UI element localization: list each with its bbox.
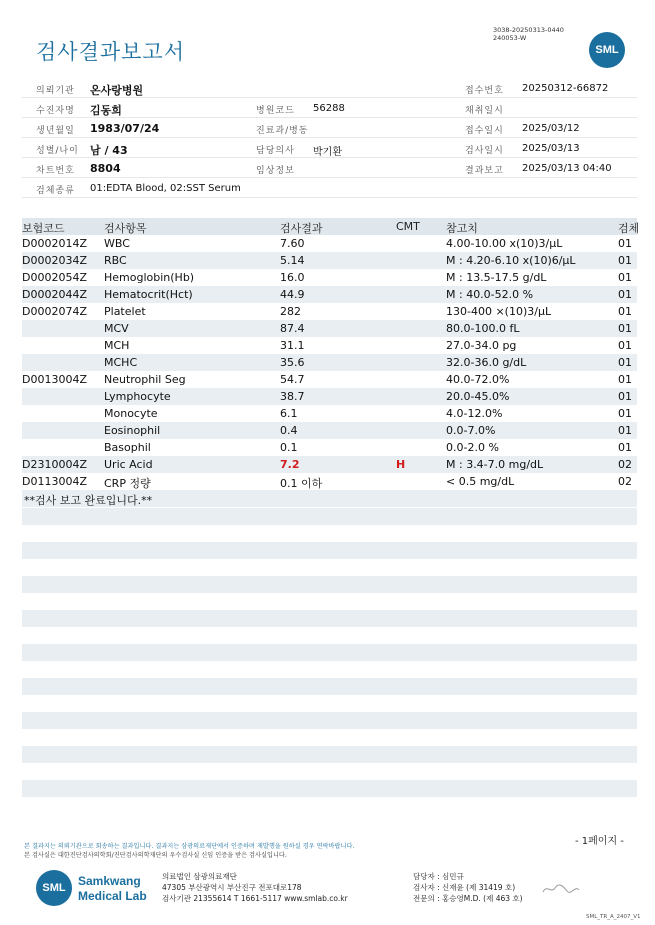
info-value: 01:EDTA Blood, 02:SST Serum (90, 183, 241, 194)
test-result: 282 (280, 305, 301, 318)
info-value: 2025/03/13 04:40 (522, 163, 612, 174)
insurance-code: D0002044Z (22, 288, 87, 301)
footer-brand (78, 874, 147, 904)
result-row (22, 422, 637, 439)
result-row (22, 235, 637, 252)
insurance-code: D0002054Z (22, 271, 87, 284)
results-table (22, 218, 640, 507)
test-result: 0.1 이하 (280, 477, 323, 490)
specimen: 01 (618, 237, 632, 250)
result-row (22, 456, 637, 473)
specimen: 01 (618, 288, 632, 301)
reference-range: 32.0-36.0 g/dL (446, 356, 527, 369)
blank-row (22, 746, 637, 763)
result-row (22, 320, 637, 337)
form-code: SML_TR_A_2407_V1 (586, 914, 641, 920)
disclaimer-2: 본 검사실은 대한진단검사의학회/진단검사의학재단의 우수검사실 신임 인증을 받은 검사실입니다. (24, 852, 287, 859)
test-item: Monocyte (104, 407, 158, 420)
staff-info (413, 871, 523, 904)
info-label: 생년월일 (36, 126, 75, 136)
specimen: 01 (618, 441, 632, 454)
info-label: 임상정보 (256, 166, 295, 176)
info-label: 접수번호 (465, 86, 504, 96)
document-code-line-2: 240053-W (493, 34, 527, 42)
test-item: Neutrophil Seg (104, 373, 186, 386)
specimen: 02 (618, 475, 632, 488)
reference-range: < 0.5 mg/dL (446, 475, 515, 488)
blank-row (22, 678, 637, 695)
signature-mark (541, 882, 581, 896)
test-item: Lymphocyte (104, 390, 171, 403)
result-row (22, 269, 637, 286)
document-code-line-1: 3038-20250313-0440 (493, 26, 564, 34)
info-value: 김동희 (90, 104, 122, 117)
info-value: 20250312-66872 (522, 83, 609, 94)
test-result: 54.7 (280, 373, 305, 386)
info-label: 차트번호 (36, 166, 75, 176)
test-result: 0.1 (280, 441, 298, 454)
completion-row (22, 490, 637, 507)
staff-manager: 담당자 : 심민규 (413, 872, 464, 881)
info-label: 담당의사 (256, 146, 295, 156)
info-row (22, 178, 637, 198)
test-item: Basophil (104, 441, 151, 454)
info-value: 2025/03/12 (522, 123, 580, 134)
test-result: 5.14 (280, 254, 305, 267)
brand-line-2: Medical Lab (78, 889, 147, 903)
test-result: 6.1 (280, 407, 298, 420)
info-value: 8804 (90, 162, 121, 175)
reference-range: 4.00-10.00 x(10)3/μL (446, 237, 563, 250)
insurance-code: D0002034Z (22, 254, 87, 267)
results-body (22, 235, 637, 507)
header-specimen: 검체 (618, 222, 640, 235)
test-result: 7.2 (280, 458, 300, 471)
result-row (22, 303, 637, 320)
disclaimer-1: 본 결과지는 의뢰기관으로 회송하는 결과입니다. 결과지는 삼광의료재단에서 인증하며 재발행을 원하실 경우 연락바랍니다. (24, 843, 355, 850)
test-item: WBC (104, 237, 130, 250)
blank-row (22, 576, 637, 593)
staff-examiner: 검사자 : 신재윤 (제 31419 호) (413, 883, 516, 892)
test-item: MCH (104, 339, 130, 352)
reference-range: 27.0-34.0 pg (446, 339, 517, 352)
sml-logo: SML (589, 32, 625, 68)
test-item: Platelet (104, 305, 146, 318)
result-row (22, 252, 637, 269)
test-item: Uric Acid (104, 458, 153, 471)
info-value: 1983/07/24 (90, 122, 160, 135)
reference-range: M : 4.20-6.10 x(10)6/μL (446, 254, 576, 267)
test-item: Hematocrit(Hct) (104, 288, 193, 301)
header-insurance-code: 보험코드 (22, 222, 65, 235)
test-result: 38.7 (280, 390, 305, 403)
result-row (22, 286, 637, 303)
org-contact: 검사기관 21355614 T 1661-5117 www.smlab.co.kr (162, 894, 348, 903)
staff-specialist: 전문의 : 홍승영M.D. (제 463 호) (413, 894, 523, 903)
test-result: 31.1 (280, 339, 305, 352)
test-result: 35.6 (280, 356, 305, 369)
patient-info-table (22, 78, 637, 198)
header-test-result: 검사결과 (280, 222, 323, 235)
info-value: 남 / 43 (90, 144, 128, 157)
info-row (22, 158, 637, 178)
specimen: 01 (618, 271, 632, 284)
insurance-code: D0013004Z (22, 373, 87, 386)
header-test-item: 검사항목 (104, 222, 147, 235)
specimen: 01 (618, 424, 632, 437)
info-row (22, 138, 637, 158)
info-row (22, 98, 637, 118)
test-item: Eosinophil (104, 424, 161, 437)
info-value: 56288 (313, 103, 345, 114)
page-number: - 1페이지 - (575, 836, 624, 847)
organization-info (162, 871, 348, 904)
info-value: 2025/03/13 (522, 143, 580, 154)
blank-row (22, 712, 637, 729)
blank-row (22, 644, 637, 661)
specimen: 01 (618, 305, 632, 318)
result-row (22, 354, 637, 371)
completion-note: **검사 보고 완료입니다.** (24, 494, 153, 507)
reference-range: M : 3.4-7.0 mg/dL (446, 458, 544, 471)
info-value: 온사랑병원 (90, 84, 144, 97)
info-label: 접수일시 (465, 126, 504, 136)
info-label: 채취일시 (465, 106, 504, 116)
blank-rows (22, 508, 637, 814)
test-item: MCHC (104, 356, 138, 369)
result-row (22, 337, 637, 354)
test-item: RBC (104, 254, 127, 267)
reference-range: 80.0-100.0 fL (446, 322, 520, 335)
specimen: 01 (618, 407, 632, 420)
reference-range: 40.0-72.0% (446, 373, 510, 386)
info-label: 성별/나이 (36, 146, 79, 156)
info-label: 진료과/병동 (256, 126, 309, 136)
test-item: CRP 정량 (104, 477, 151, 490)
info-label: 수진자명 (36, 106, 75, 116)
specimen: 01 (618, 390, 632, 403)
info-label: 검사일시 (465, 146, 504, 156)
reference-range: 0.0-2.0 % (446, 441, 499, 454)
reference-range: 20.0-45.0% (446, 390, 510, 403)
test-result: 16.0 (280, 271, 305, 284)
org-name: 의료법인 삼광의료재단 (162, 872, 237, 881)
cmt-flag: H (396, 458, 406, 471)
blank-row (22, 508, 637, 525)
header-cmt: CMT (396, 220, 420, 233)
test-result: 87.4 (280, 322, 305, 335)
insurance-code: D0002074Z (22, 305, 87, 318)
specimen: 01 (618, 356, 632, 369)
reference-range: 4.0-12.0% (446, 407, 503, 420)
result-row (22, 439, 637, 456)
specimen: 01 (618, 322, 632, 335)
specimen: 02 (618, 458, 632, 471)
blank-row (22, 780, 637, 797)
result-row (22, 405, 637, 422)
info-label: 검체종류 (36, 186, 75, 196)
org-address: 47305 부산광역시 부산진구 전포대로178 (162, 883, 302, 892)
result-row (22, 473, 637, 490)
info-label: 결과보고 (465, 166, 504, 176)
reference-range: 130-400 ×(10)3/μL (446, 305, 552, 318)
info-row (22, 78, 637, 98)
brand-line-1: Samkwang (78, 874, 141, 888)
test-result: 44.9 (280, 288, 305, 301)
test-item: Hemoglobin(Hb) (104, 271, 195, 284)
results-header-row (22, 218, 640, 235)
test-item: MCV (104, 322, 129, 335)
info-label: 의뢰기관 (36, 86, 75, 96)
test-result: 7.60 (280, 237, 305, 250)
document-code (493, 26, 564, 42)
reference-range: M : 40.0-52.0 % (446, 288, 534, 301)
result-row (22, 371, 637, 388)
blank-row (22, 610, 637, 627)
footer-sml-logo: SML (36, 870, 72, 906)
blank-row (22, 542, 637, 559)
test-result: 0.4 (280, 424, 298, 437)
info-label: 병원코드 (256, 106, 295, 116)
report-title: 검사결과보고서 (36, 40, 186, 64)
reference-range: 0.0-7.0% (446, 424, 496, 437)
insurance-code: D2310004Z (22, 458, 87, 471)
header-reference: 참고치 (446, 222, 478, 235)
info-row (22, 118, 637, 138)
result-row (22, 388, 637, 405)
signature (541, 882, 581, 898)
specimen: 01 (618, 373, 632, 386)
insurance-code: D0002014Z (22, 237, 87, 250)
specimen: 01 (618, 254, 632, 267)
reference-range: M : 13.5-17.5 g/dL (446, 271, 547, 284)
info-value: 박기환 (313, 147, 342, 158)
insurance-code: D0113004Z (22, 475, 87, 488)
specimen: 01 (618, 339, 632, 352)
